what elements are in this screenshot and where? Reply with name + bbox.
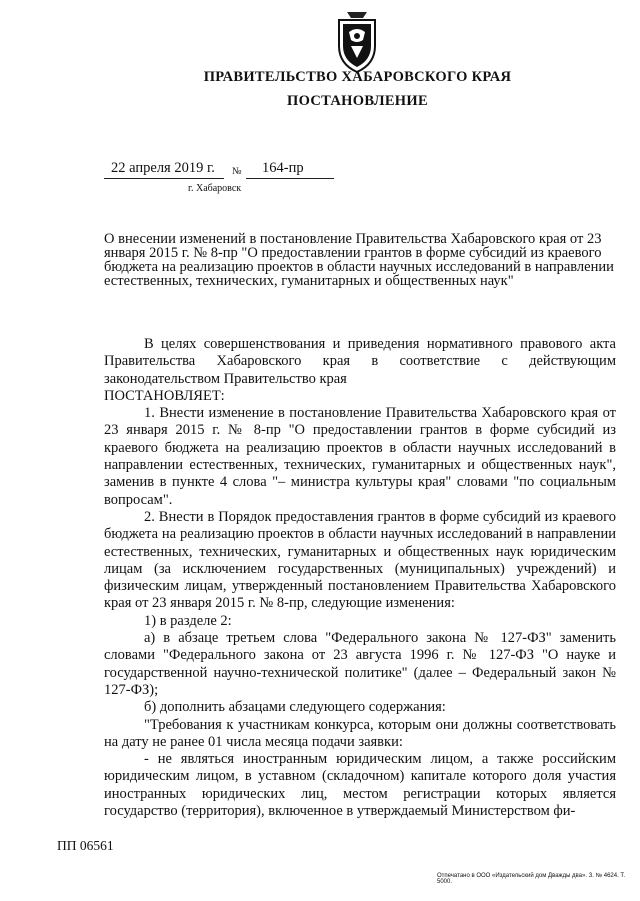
- paragraph-section-2: 1) в разделе 2:: [144, 612, 232, 629]
- paragraph-a: а) в абзаце третьем слова "Федерального закона № 127-ФЗ" заменить словами "Федерального закона от 23 августа 1996 г. № 127-ФЗ "О науке и государственной научно-технической политике" (далее – Федеральный закон № 127-ФЗ);: [104, 630, 616, 698]
- government-name: ПРАВИТЕЛЬСТВО ХАБАРОВСКОГО КРАЯ: [203, 69, 512, 85]
- document-body: [104, 336, 616, 820]
- document-date: 22 апреля 2019 г.: [111, 160, 215, 176]
- number-underline: [246, 178, 334, 179]
- paragraph-requirement-1: - не являться иностранным юридическим лицом, а также российским юридическим лицом, в уставном (складочном) капитале которого доля участия иностранных юридических лиц, местом регистрации которых является государство (территория), включенное в утверждаемый Министерством фи-: [104, 751, 616, 820]
- paragraph-1: 1. Внести изменение в постановление Правительства Хабаровского края от 23 января 2015 г. № 8-пр "О предоставлении грантов в форме субсидий из краевого бюджета на реализацию проектов в области научных исследований в направлении естественных, технических, гуманитарных и общественных наук", заменив в пункте 4 слова "– министра культуры края" словами "по социальным вопросам".: [104, 405, 616, 508]
- resolves-heading: ПОСТАНОВЛЯЕТ:: [104, 387, 225, 404]
- date-underline: [104, 178, 224, 179]
- preamble-paragraph: В целях совершенствования и приведения нормативного правового акта Правительства Хабаровского края в соответствие с действующим законодательством Правительство края: [104, 336, 616, 387]
- paragraph-requirements: "Требования к участникам конкурса, которым они должны соответствовать на дату не ранее 01 числа месяца подачи заявки:: [104, 716, 616, 750]
- number-sign: №: [232, 166, 242, 177]
- print-note: Отпечатано в ООО «Издательский дом Дважды два». З. № 4624. Т. 5000.: [437, 873, 626, 885]
- document-city: г. Хабаровск: [188, 183, 242, 194]
- footer-code: ПП 06561: [57, 838, 114, 853]
- coat-of-arms-emblem: [327, 6, 387, 74]
- document-type: ПОСТАНОВЛЕНИЕ: [287, 93, 428, 109]
- document-number: 164-пр: [262, 160, 304, 176]
- document-title: О внесении изменений в постановление Правительства Хабаровского края от 23 января 2015 г. № 8-пр "О предоставлении грантов в форме субсидий из краевого бюджета на реализацию проектов в области научных исследований в направлении естественных, технических, гуманитарных и общественных наук": [104, 231, 614, 289]
- paragraph-2: 2. Внести в Порядок предоставления грантов в форме субсидий из краевого бюджета на реализацию проектов в области научных исследований в направлении естественных, технических, гуманитарных и общественных наук юридическим лицам (за исключением государственных (муниципальных) учреждений) и физическим лицам, утвержденный постановлением Правительства Хабаровского края от 23 января 2015 г. № 8-пр, следующие изменения:: [104, 508, 616, 612]
- paragraph-b: б) дополнить абзацами следующего содержания:: [144, 699, 446, 716]
